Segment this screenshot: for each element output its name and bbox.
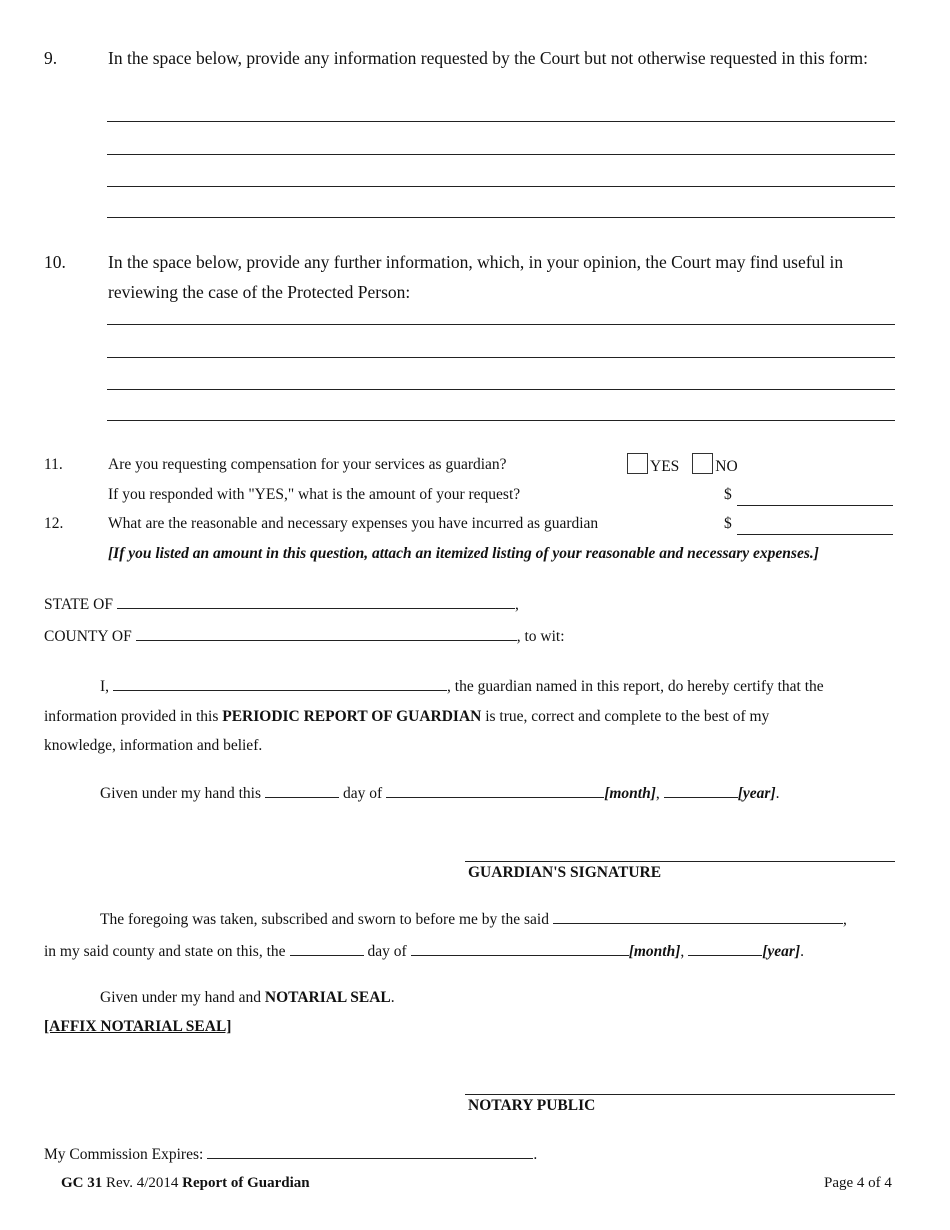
notary-signature-line[interactable] [465,1094,895,1095]
certification-line-1 [100,675,824,696]
q10-answer-line-2[interactable] [107,357,895,358]
notarial-prefix: Given under my hand and [100,989,261,1006]
certification-line-2 [44,708,769,726]
state-suffix: , [514,596,519,613]
report-name: PERIODIC REPORT OF GUARDIAN [222,708,482,725]
yes-label: YES [650,458,680,475]
given-month-label: [month] [604,785,656,802]
q9-answer-line-3[interactable] [107,186,895,187]
q10-answer-line-1[interactable] [107,324,895,325]
commission-label: My Commission Expires: [44,1146,204,1163]
question-12-note: [If you listed an amount in this question, attach an itemized listing of your reasonable and necessary expenses.] [108,545,819,562]
given-comma: , [655,785,660,802]
question-11-followup: If you responded with "YES," what is the amount of your request? [108,486,521,503]
q9-answer-line-1[interactable] [107,121,895,122]
question-12-text: What are the reasonable and necessary expenses you have incurred as guardian [108,515,599,532]
guardian-name-field[interactable] [113,675,447,691]
notarial-line [100,989,395,1007]
footer-form-code: GC 31 [61,1175,103,1191]
notarial-period: . [390,989,395,1006]
guardian-signature-line[interactable] [465,861,895,862]
no-label: NO [715,458,738,475]
affix-notarial-seal: [AFFIX NOTARIAL SEAL] [44,1018,232,1035]
certification-line-3: knowledge, information and belief. [44,737,263,754]
guardian-signature-label: GUARDIAN'S SIGNATURE [468,864,662,881]
expenses-amount-field[interactable] [737,534,893,535]
sworn-name-field[interactable] [553,908,843,924]
certification-line-2-after: is true, correct and complete to the best of my [485,708,770,725]
question-9-number: 9. [44,48,58,68]
commission-line [44,1143,537,1164]
given-year-label: [year] [737,785,776,802]
sworn-month-label: [month] [628,943,681,960]
county-label: COUNTY OF [44,628,132,645]
state-label: STATE OF [44,596,113,613]
compensation-yes-option [627,453,738,476]
question-10-text: In the space below, provide any further information, which, in your opinion, the Court may find useful in reviewing the case of the Protected Person: [108,252,844,302]
sworn-day-of: day of [367,943,407,960]
sworn-month-field[interactable] [411,940,629,956]
sworn-line-1 [100,908,847,929]
commission-expiry-field[interactable] [207,1143,533,1159]
sworn-period: . [800,943,804,960]
question-11-number: 11. [44,456,63,473]
county-suffix: , to wit: [516,628,565,645]
footer-form-id [61,1175,310,1192]
compensation-amount-field[interactable] [737,505,893,506]
certification-line-2-before: information provided in this [44,708,219,725]
given-period: . [775,785,780,802]
yes-checkbox[interactable] [627,453,648,474]
q10-answer-line-4[interactable] [107,420,895,421]
no-checkbox[interactable] [692,453,713,474]
q10-answer-line-3[interactable] [107,389,895,390]
question-10-number: 10. [44,252,66,272]
sworn-line-2-prefix: in my said county and state on this, the [44,943,286,960]
county-line [44,625,565,646]
given-under-hand-line [100,782,780,803]
expenses-currency: $ [724,515,732,532]
footer-revision: Rev. 4/2014 [106,1175,179,1191]
given-prefix: Given under my hand this [100,785,262,802]
question-11-text: Are you requesting compensation for your services as guardian? [108,456,507,473]
state-line [44,593,519,614]
sworn-line-1-text: The foregoing was taken, subscribed and sworn to before me by the said [100,911,549,928]
certification-line-1-text: , the guardian named in this report, do hereby certify that the [447,678,824,695]
compensation-currency: $ [724,486,732,503]
sworn-line-1-end: , [842,911,847,928]
given-day-field[interactable] [265,782,339,798]
sworn-year-label: [year] [762,943,801,960]
given-year-field[interactable] [664,782,738,798]
sworn-day-field[interactable] [290,940,364,956]
question-9-text: In the space below, provide any information requested by the Court but not otherwise requested in this form: [108,48,868,68]
county-field[interactable] [136,625,517,641]
notarial-seal-text: NOTARIAL SEAL [264,989,391,1006]
q9-answer-line-4[interactable] [107,217,895,218]
certification-prefix: I, [100,678,110,695]
footer-form-title: Report of Guardian [182,1175,310,1191]
notary-public-label: NOTARY PUBLIC [468,1097,596,1114]
q9-answer-line-2[interactable] [107,154,895,155]
given-month-field[interactable] [386,782,604,798]
sworn-line-2 [44,940,804,961]
sworn-comma: , [680,943,685,960]
given-day-of: day of [343,785,383,802]
commission-period: . [533,1146,538,1163]
question-12-number: 12. [44,515,64,532]
footer-page-number: Page 4 of 4 [824,1175,892,1191]
sworn-year-field[interactable] [688,940,762,956]
state-field[interactable] [117,593,515,609]
